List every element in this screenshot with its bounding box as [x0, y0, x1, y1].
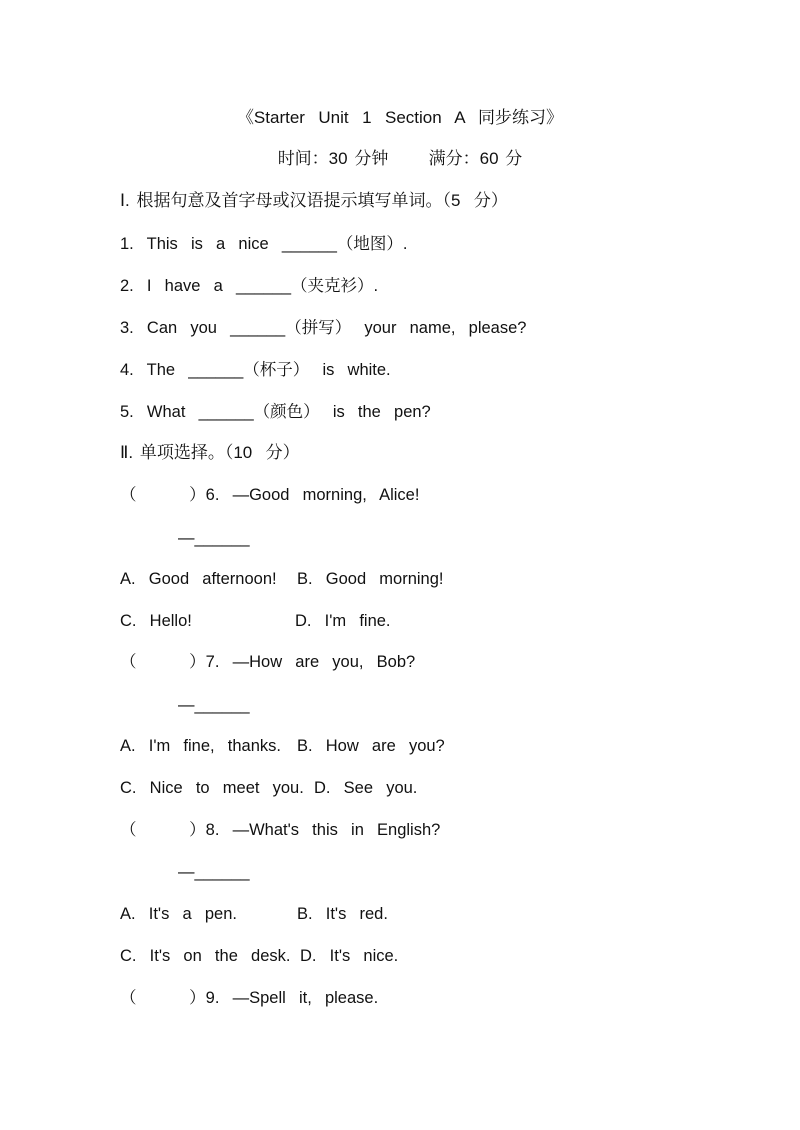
question-6-reply-blank: —______ [178, 529, 250, 547]
question-9-stem: （ ）9. —Spell it, please. [120, 989, 379, 1007]
section-1-heading: Ⅰ. 根据句意及首字母或汉语提示填写单词。（5 分） [120, 191, 508, 210]
question-6-stem: （ ）6. —Good morning, Alice! [120, 486, 420, 504]
question-8-option-c: C. It's on the desk. [120, 947, 291, 965]
question-6-option-a: A. Good afternoon! [120, 570, 277, 588]
question-2: 2. I have a ______（夹克衫）. [120, 277, 379, 295]
question-7-option-d: D. See you. [314, 779, 418, 797]
question-8-reply-blank: —______ [178, 863, 250, 881]
question-6-option-b: B. Good morning! [297, 570, 444, 588]
question-1: 1. This is a nice ______（地图）. [120, 235, 408, 253]
question-3: 3. Can you ______（拼写） your name, please? [120, 319, 527, 337]
question-8-option-d: D. It's nice. [300, 947, 399, 965]
question-8-option-b: B. It's red. [297, 905, 388, 923]
question-8-option-a: A. It's a pen. [120, 905, 237, 923]
question-6-option-d: D. I'm fine. [295, 612, 391, 630]
question-7-reply-blank: —______ [178, 696, 250, 714]
question-7-option-b: B. How are you? [297, 737, 445, 755]
question-7-stem: （ ）7. —How are you, Bob? [120, 653, 416, 671]
question-5: 5. What ______（颜色） is the pen? [120, 403, 431, 421]
question-8-stem: （ ）8. —What's this in English? [120, 821, 441, 839]
question-6-option-c: C. Hello! [120, 612, 192, 630]
page-title: 《Starter Unit 1 Section A 同步练习》 [236, 108, 564, 127]
question-7-option-c: C. Nice to meet you. [120, 779, 304, 797]
question-4: 4. The ______（杯子） is white. [120, 361, 391, 379]
section-2-heading: Ⅱ. 单项选择。（10 分） [120, 443, 300, 462]
time-and-score-info: 时间：30 分钟 满分：60 分 [277, 149, 523, 168]
question-7-option-a: A. I'm fine, thanks. [120, 737, 281, 755]
